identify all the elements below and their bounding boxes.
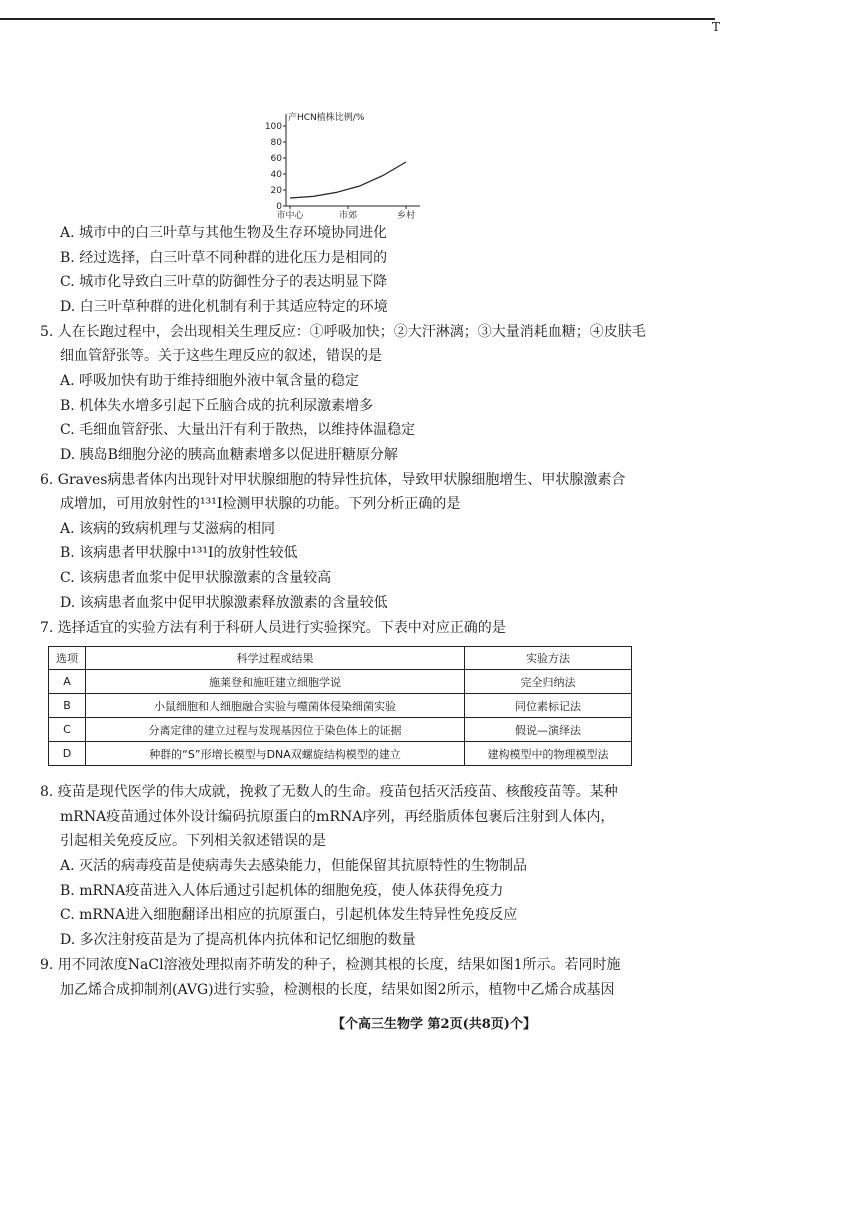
row-option: B bbox=[49, 694, 86, 718]
table-header-row bbox=[49, 647, 632, 670]
q8-option-c: C. mRNA进入细胞翻译出相应的抗原蛋白，引起机体发生特异性免疫反应 bbox=[60, 907, 518, 923]
row-method: 建构模型中的物理模型法 bbox=[465, 742, 632, 766]
q8-option-b: B. mRNA疫苗进入人体后通过引起机体的细胞免疫，使人体获得免疫力 bbox=[60, 883, 504, 899]
y-tick-label: 40 bbox=[270, 170, 282, 180]
q4-option-a: A. 城市中的白三叶草与其他生物及生存环境协同进化 bbox=[60, 225, 388, 241]
q6-stem-line2: 成增加，可用放射性的¹³¹I检测甲状腺的功能。下列分析正确的是 bbox=[60, 496, 461, 512]
q6-option-d: D. 该病患者血浆中促甲状腺激素释放激素的含量较低 bbox=[60, 595, 388, 611]
y-tick-label: 0 bbox=[276, 202, 282, 212]
q5-option-b: B. 机体失水增多引起下丘脑合成的抗利尿激素增多 bbox=[60, 398, 374, 414]
row-method: 同位素标记法 bbox=[465, 694, 632, 718]
row-option: A bbox=[49, 670, 86, 694]
table-row bbox=[49, 670, 632, 694]
row-method: 假说—演绎法 bbox=[465, 718, 632, 742]
y-tick-label: 80 bbox=[270, 138, 282, 148]
q7-table bbox=[48, 646, 632, 766]
q4-option-c: C. 城市化导致白三叶草的防御性分子的表达明显下降 bbox=[60, 274, 388, 290]
hcn-line-chart bbox=[262, 106, 422, 226]
q4-option-b: B. 经过选择，白三叶草不同种群的进化压力是相同的 bbox=[60, 250, 388, 266]
chart-svg bbox=[262, 106, 422, 226]
row-process: 种群的“S”形增长模型与DNA双螺旋结构模型的建立 bbox=[86, 742, 465, 766]
table-row bbox=[49, 694, 632, 718]
q8-stem-line1: 8. 疫苗是现代医学的伟大成就，挽救了无数人的生命。疫苗包括灭活疫苗、核酸疫苗等。某种 bbox=[40, 784, 618, 800]
row-process: 小鼠细胞和人细胞融合实验与噬菌体侵染细菌实验 bbox=[86, 694, 465, 718]
q6-stem-line1: 6. Graves病患者体内出现针对甲状腺细胞的特异性抗体，导致甲状腺细胞增生、甲状腺激素合 bbox=[40, 472, 626, 488]
q9-stem-line2: 加乙烯合成抑制剂(AVG)进行实验，检测根的长度，结果如图2所示，植物中乙烯合成基因 bbox=[60, 982, 615, 998]
q4-option-d: D. 白三叶草种群的进化机制有利于其适应特定的环境 bbox=[60, 299, 388, 315]
q6-option-a: A. 该病的致病机理与艾滋病的相同 bbox=[60, 521, 276, 537]
y-tick-label: 60 bbox=[270, 154, 282, 164]
q5-option-d: D. 胰岛B细胞分泌的胰高血糖素增多以促进肝糖原分解 bbox=[60, 447, 398, 463]
row-method: 完全归纳法 bbox=[465, 670, 632, 694]
row-process: 施莱登和施旺建立细胞学说 bbox=[86, 670, 465, 694]
series-line bbox=[290, 162, 406, 198]
x-tick-label: 市郊 bbox=[338, 211, 358, 221]
q8-stem-line2: mRNA疫苗通过体外设计编码抗原蛋白的mRNA序列，再经脂质体包裹后注射到人体内， bbox=[60, 809, 615, 825]
q9-stem-line1: 9. 用不同浓度NaCl溶液处理拟南芥萌发的种子，检测其根的长度，结果如图1所示。若同时施 bbox=[40, 957, 621, 973]
page-footer: 【个高三生物学 第2页(共8页)个】 bbox=[332, 1017, 536, 1032]
q6-option-c: C. 该病患者血浆中促甲状腺激素的含量较高 bbox=[60, 570, 332, 586]
q8-option-a: A. 灭活的病毒疫苗是使病毒失去感染能力，但能保留其抗原特性的生物制品 bbox=[60, 858, 528, 874]
y-tick-label: 20 bbox=[270, 186, 282, 196]
q5-option-c: C. 毛细血管舒张、大量出汗有利于散热，以维持体温稳定 bbox=[60, 422, 416, 438]
q7-stem: 7. 选择适宜的实验方法有利于科研人员进行实验探究。下表中对应正确的是 bbox=[40, 620, 506, 636]
header-method: 实验方法 bbox=[465, 647, 632, 670]
q8-stem-line3: 引起相关免疫反应。下列相关叙述错误的是 bbox=[60, 833, 326, 849]
header-process: 科学过程或结果 bbox=[86, 647, 465, 670]
y-axis-label: 产HCN植株比例/% bbox=[288, 113, 365, 123]
top-border-rule bbox=[0, 18, 715, 20]
x-tick-label: 市中心 bbox=[276, 211, 304, 221]
table-row bbox=[49, 718, 632, 742]
q5-option-a: A. 呼吸加快有助于维持细胞外液中氧含量的稳定 bbox=[60, 373, 360, 389]
row-process: 分离定律的建立过程与发现基因位于染色体上的证据 bbox=[86, 718, 465, 742]
q5-stem-line2: 细血管舒张等。关于这些生理反应的叙述，错误的是 bbox=[60, 348, 382, 364]
corner-mark: T bbox=[712, 20, 721, 34]
header-option: 选项 bbox=[49, 647, 86, 670]
q5-stem-line1: 5. 人在长跑过程中，会出现相关生理反应：①呼吸加快；②大汗淋漓；③大量消耗血糖；④皮肤毛 bbox=[40, 324, 646, 340]
row-option: C bbox=[49, 718, 86, 742]
q8-option-d: D. 多次注射疫苗是为了提高机体内抗体和记忆细胞的数量 bbox=[60, 932, 416, 948]
q6-option-b: B. 该病患者甲状腺中¹³¹I的放射性较低 bbox=[60, 545, 298, 561]
row-option: D bbox=[49, 742, 86, 766]
y-tick-label: 100 bbox=[264, 122, 282, 132]
table-row bbox=[49, 742, 632, 766]
x-tick-label: 乡村 bbox=[396, 211, 416, 221]
